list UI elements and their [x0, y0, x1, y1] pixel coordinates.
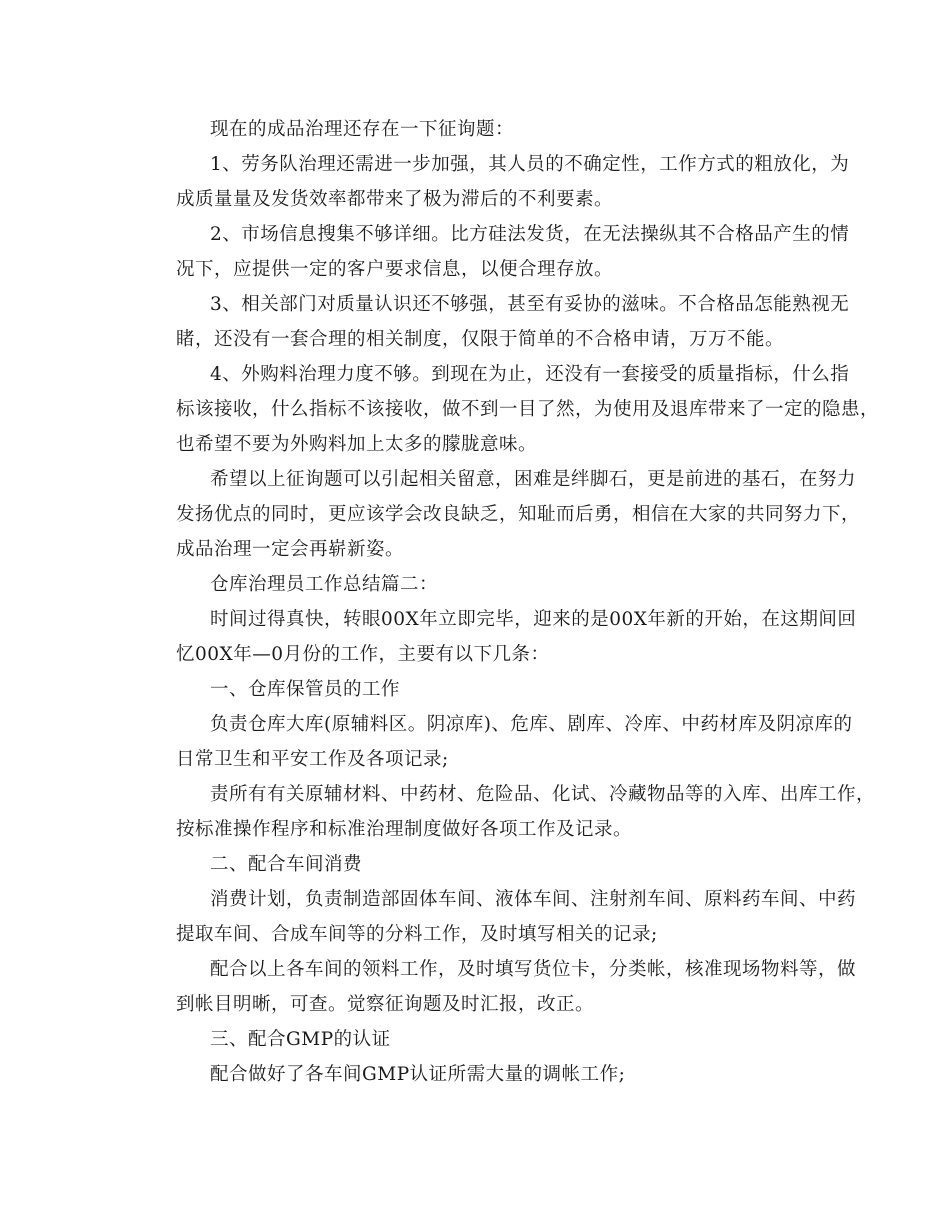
- text-line: 睹，还没有一套合理的相关制度，仅限于简单的不合格申请，万万不能。: [176, 329, 785, 350]
- paragraph-item-1: [142, 147, 850, 217]
- paragraph-time: [142, 602, 857, 672]
- text-line: 发扬优点的同时，更应该学会改良缺乏，知耻而后勇，相信在大家的共同努力下，: [176, 504, 861, 525]
- paragraph-hope: [142, 462, 861, 567]
- text-line: 时间过得真快，转眼00X年立即完毕，迎来的是00X年新的开始，在这期间回: [210, 609, 857, 630]
- paragraph-item-3: [142, 287, 850, 357]
- section-heading: [142, 567, 820, 602]
- text-line: 二、配合车间消费: [210, 854, 363, 875]
- subheading-1: [142, 672, 820, 707]
- text-line: 现在的成品治理还存在一下征询题：: [210, 119, 515, 140]
- text-line: 到帐目明晰，可查。觉察征询题及时汇报，改正。: [176, 994, 595, 1015]
- text-line: 况下，应提供一定的客户要求信息，以便合理存放。: [176, 259, 614, 280]
- text-line: 三、配合GMP的认证: [210, 1029, 391, 1050]
- text-line: 配合做好了各车间GMP认证所需大量的调帐工作;: [210, 1064, 626, 1085]
- text-line: 忆00X年—0月份的工作，主要有以下几条：: [176, 644, 550, 665]
- text-line: 也希望不要为外购料加上太多的朦胧意味。: [176, 434, 538, 455]
- text-line: 日常卫生和平安工作及各项记录;: [176, 749, 449, 770]
- text-line: 责所有有关原辅材料、中药材、危险品、化试、冷藏物品等的入库、出库工作，: [210, 784, 876, 805]
- paragraph-item-2: [142, 217, 850, 287]
- text-line: 负责仓库大库(原辅料区。阴凉库)、危库、剧库、冷库、中药材库及阴凉库的: [210, 714, 853, 735]
- text-line: 2、市场信息搜集不够详细。比方硅法发货，在无法操纵其不合格品产生的情: [210, 224, 850, 245]
- text-line: 成质量量及发货效率都带来了极为滞后的不利要素。: [176, 189, 614, 210]
- paragraph-warehouse-duty: [142, 707, 853, 777]
- paragraph-gmp: [142, 1057, 820, 1092]
- text-line: 消费计划，负责制造部固体车间、液体车间、注射剂车间、原料药车间、中药: [210, 889, 857, 910]
- text-line: 按标准操作程序和标准治理制度做好各项工作及记录。: [176, 819, 633, 840]
- paragraph-material-pick: [142, 952, 857, 1022]
- subheading-2: [142, 847, 820, 882]
- text-line: 提取车间、合成车间等的分料工作，及时填写相关的记录;: [176, 924, 658, 945]
- paragraph-intro: [142, 112, 820, 147]
- text-line: 1、劳务队治理还需进一步加强，其人员的不确定性，工作方式的粗放化，为: [210, 154, 850, 175]
- text-line: 标该接收，什么指标不该接收，做不到一目了然，为使用及退库带来了一定的隐患，: [176, 399, 880, 420]
- text-line: 4、外购料治理力度不够。到现在为止，还没有一套接受的质量指标，什么指: [210, 364, 850, 385]
- text-line: 仓库治理员工作总结篇二：: [210, 574, 439, 595]
- paragraph-item-4: [142, 357, 880, 462]
- text-line: 一、仓库保管员的工作: [210, 679, 401, 700]
- text-line: 成品治理一定会再崭新姿。: [176, 539, 405, 560]
- text-line: 3、相关部门对质量认识还不够强，甚至有妥协的滋味。不合格品怎能熟视无: [210, 294, 850, 315]
- document-body: [142, 112, 880, 1092]
- text-line: 配合以上各车间的领料工作，及时填写货位卡，分类帐，核准现场物料等，做: [210, 959, 857, 980]
- subheading-3: [142, 1022, 820, 1057]
- paragraph-inbound-outbound: [142, 777, 876, 847]
- text-line: 希望以上征询题可以引起相关留意，困难是绊脚石，更是前进的基石，在努力: [210, 469, 857, 490]
- paragraph-production-plan: [142, 882, 857, 952]
